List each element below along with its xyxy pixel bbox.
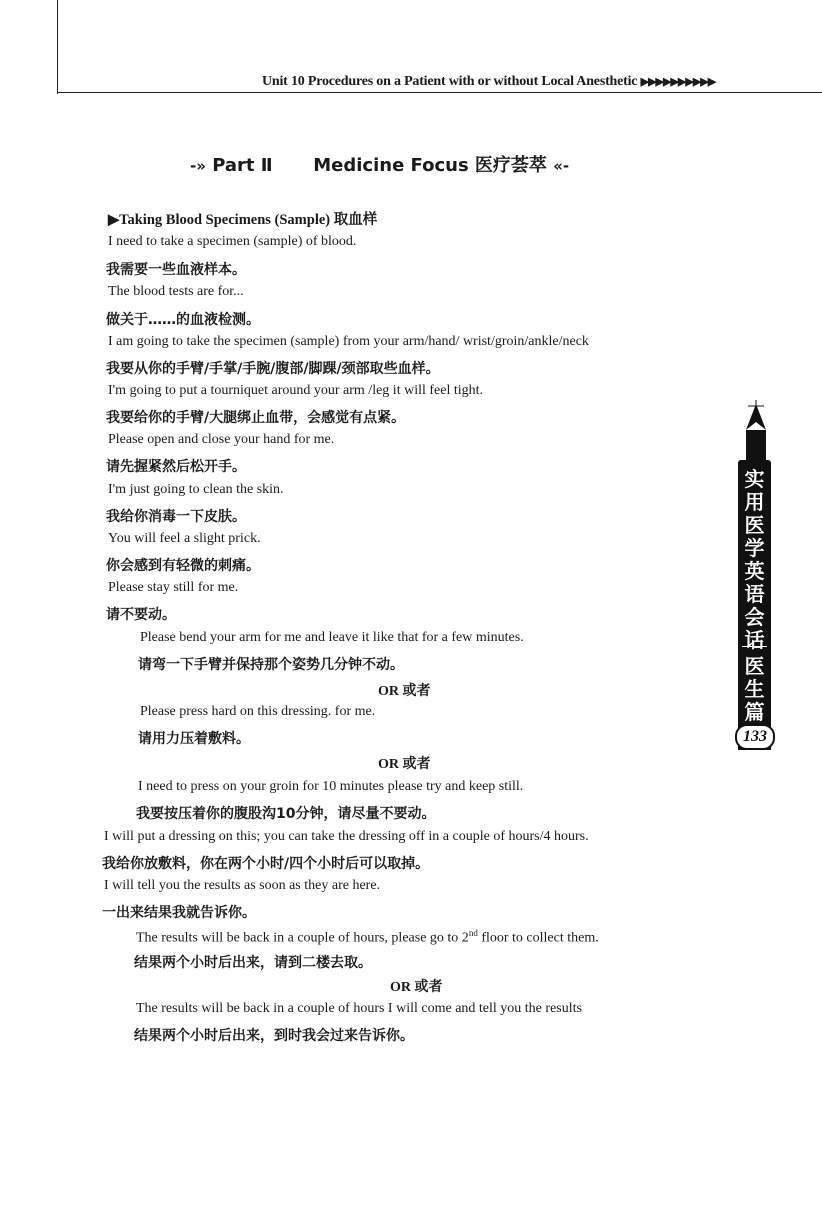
- en-line-9: Please bend your arm for me and leave it like that for a few minutes.: [140, 630, 524, 645]
- running-header: [262, 74, 822, 90]
- flag-ornament-icon: [742, 400, 770, 462]
- part-heading: [190, 151, 630, 177]
- zh-line-4: 我要给你的手臂/大腿绑止血带，会感觉有点紧。: [106, 410, 406, 426]
- zh-line-1: 我需要一些血液样本。: [106, 262, 246, 278]
- or-zh: 或者: [414, 979, 443, 995]
- or-zh: 或者: [402, 756, 431, 772]
- part-title: Medicine Focus 医疗荟萃: [313, 155, 547, 176]
- en-line-3: I am going to take the specimen (sample) from your arm/hand/ wrist/groin/ankle/neck: [108, 334, 589, 349]
- side-tab-sublabel: 医生篇: [744, 654, 765, 724]
- en-line-10: Please press hard on this dressing. for me.: [140, 704, 376, 719]
- side-tab-label: 实用医学英语会话: [744, 467, 765, 652]
- en-line-6: I'm just going to clean the skin.: [108, 482, 284, 497]
- section-title: ▶Taking Blood Specimens (Sample) 取血样: [108, 212, 378, 228]
- zh-line-12: 我给你放敷料，你在两个小时/四个小时后可以取掉。: [102, 856, 430, 872]
- en-line-4: I'm going to put a tourniquet around your arm /leg it will feel tight.: [108, 383, 484, 398]
- zh-line-7: 你会感到有轻微的刺痛。: [106, 558, 260, 574]
- or-label-1: [378, 680, 431, 700]
- left-ornament-icon: -»: [190, 157, 206, 175]
- superscript: nd: [468, 928, 478, 938]
- or-en: OR: [390, 980, 411, 995]
- en-line-14-a: The results will be back in a couple of hours, please go to 2: [136, 930, 469, 946]
- or-zh: 或者: [402, 683, 431, 699]
- zh-line-15: 结果两个小时后出来，到时我会过来告诉你。: [134, 1028, 414, 1044]
- or-en: OR: [378, 757, 399, 772]
- running-header-text: Unit 10 Procedures on a Patient with or without Local Anesthetic: [262, 74, 638, 89]
- page-number: 133: [735, 724, 775, 750]
- part-label: Part Ⅱ: [212, 155, 273, 176]
- zh-line-13: 一出来结果我就告诉你。: [102, 905, 256, 921]
- right-ornament-icon: «-: [553, 157, 570, 175]
- zh-line-10: 请用力压着敷料。: [138, 731, 250, 747]
- side-tab-divider: [742, 646, 767, 647]
- en-line-7: You will feel a slight prick.: [108, 531, 261, 546]
- or-label-2: [378, 753, 431, 773]
- margin-rule: [57, 0, 58, 94]
- en-line-11: I need to press on your groin for 10 minutes please try and keep still.: [138, 779, 524, 794]
- en-line-1: I need to take a specimen (sample) of blood.: [108, 234, 357, 249]
- en-line-8: Please stay still for me.: [108, 580, 239, 595]
- zh-line-5: 请先握紧然后松开手。: [106, 459, 246, 475]
- en-line-13: I will tell you the results as soon as they are here.: [104, 878, 381, 893]
- zh-line-11: 我要按压着你的腹股沟10分钟，请尽量不要动。: [136, 806, 436, 822]
- header-rule: [58, 92, 822, 93]
- zh-line-3: 我要从你的手臂/手掌/手腕/腹部/脚踝/颈部取些血样。: [106, 361, 440, 377]
- zh-line-14: 结果两个小时后出来，请到二楼去取。: [134, 955, 372, 971]
- or-label-3: [390, 976, 443, 996]
- zh-line-9: 请弯一下手臂并保持那个姿势几分钟不动。: [138, 657, 404, 673]
- running-header-arrows: ▶▶▶▶▶▶▶▶▶▶: [640, 76, 716, 88]
- en-line-14: [136, 928, 599, 947]
- en-line-15: The results will be back in a couple of hours I will come and tell you the results: [136, 1001, 582, 1016]
- zh-line-8: 请不要动。: [106, 607, 176, 623]
- zh-line-6: 我给你消毒一下皮肤。: [106, 509, 246, 525]
- en-line-14-b: floor to collect them.: [477, 930, 599, 946]
- en-line-2: The blood tests are for...: [108, 284, 244, 299]
- en-line-5: Please open and close your hand for me.: [108, 432, 335, 447]
- en-line-12: I will put a dressing on this; you can take the dressing off in a couple of hours/4 hours.: [104, 829, 589, 844]
- or-en: OR: [378, 684, 399, 699]
- zh-line-2: 做关于……的血液检测。: [106, 312, 260, 328]
